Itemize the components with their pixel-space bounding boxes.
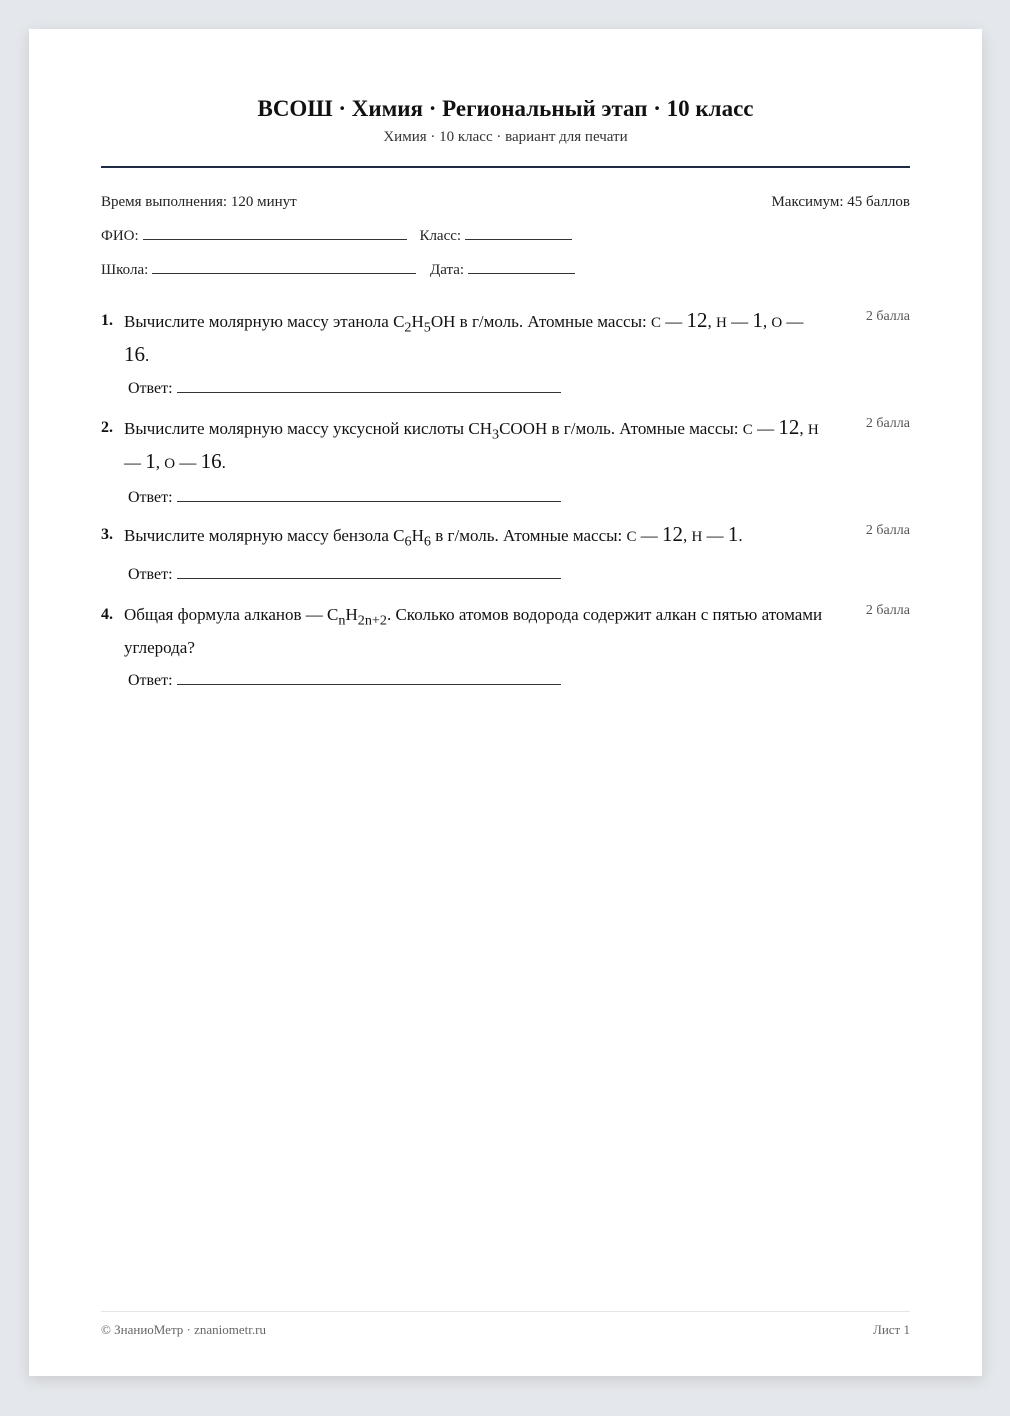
question-number: 3. — [101, 526, 113, 543]
answer-label: Ответ: — [128, 380, 173, 398]
answer-line[interactable] — [177, 564, 561, 579]
answer-line[interactable] — [177, 378, 561, 393]
question-points: 2 балла — [865, 309, 910, 324]
answer-label: Ответ: — [128, 489, 173, 507]
class-line[interactable] — [465, 225, 572, 240]
question-number: 1. — [101, 312, 113, 329]
sheet-header — [101, 95, 910, 147]
answer-line[interactable] — [177, 487, 561, 502]
page-footer — [101, 1321, 910, 1339]
school-label: Школа: — [101, 262, 149, 278]
question-text: Вычислите молярную массу уксусной кислоты $CH_3COOH$ в г/моль. Атомные массы: C — 12, H — 1, O — 16. — [124, 415, 819, 474]
school-line[interactable] — [152, 259, 416, 274]
footer-copyright: © ЗнаниоМетр · znaniometr.ru — [101, 1322, 266, 1337]
question-number: 4. — [101, 606, 113, 623]
question-2 — [101, 414, 910, 508]
question-4 — [101, 601, 910, 691]
exam-sheet — [29, 29, 982, 1376]
page-title: ВСОШ · Химия · Региональный этап · 10 класс — [257, 96, 754, 121]
page-subtitle: Химия · 10 класс · вариант для печати — [383, 129, 628, 145]
question-text: Общая формула алканов — $C_nH_{2n+2}$. Сколько атомов водорода содержит алкан с пятью атомами углерода? — [124, 605, 823, 658]
exam-meta — [101, 192, 910, 212]
header-divider — [101, 166, 910, 168]
footer-divider — [101, 1311, 910, 1312]
class-field[interactable] — [419, 225, 572, 246]
max-score: Максимум: 45 баллов — [771, 194, 910, 210]
question-1 — [101, 307, 910, 399]
date-field[interactable] — [430, 259, 575, 280]
question-points: 2 балла — [865, 416, 910, 431]
class-label: Класс: — [419, 228, 462, 244]
answer-label: Ответ: — [128, 566, 173, 584]
question-text: Вычислите молярную массу этанола $C_2H_5OH$ в г/моль. Атомные массы: C — 12, H — 1, O — 16. — [124, 308, 804, 367]
question-points: 2 балла — [865, 523, 910, 538]
page-number: Лист 1 — [873, 1322, 910, 1337]
answer-field[interactable] — [128, 564, 910, 585]
name-line[interactable] — [143, 225, 407, 240]
question-points: 2 балла — [865, 603, 910, 618]
answer-field[interactable] — [128, 670, 910, 691]
answer-field[interactable] — [128, 378, 910, 399]
question-number: 2. — [101, 419, 113, 436]
date-line[interactable] — [468, 259, 575, 274]
name-class-row — [101, 225, 910, 246]
answer-line[interactable] — [177, 670, 561, 685]
name-label: ФИО: — [101, 228, 139, 244]
date-label: Дата: — [430, 262, 465, 278]
school-field[interactable] — [101, 259, 416, 280]
question-3 — [101, 521, 910, 585]
time-limit: Время выполнения: 120 минут — [101, 194, 297, 210]
name-field[interactable] — [101, 225, 407, 246]
answer-field[interactable] — [128, 487, 910, 508]
answer-label: Ответ: — [128, 672, 173, 690]
school-date-row — [101, 259, 910, 280]
question-text: Вычислите молярную массу бензола $C_6H_6$ в г/моль. Атомные массы: C — 12, H — 1. — [124, 522, 743, 550]
